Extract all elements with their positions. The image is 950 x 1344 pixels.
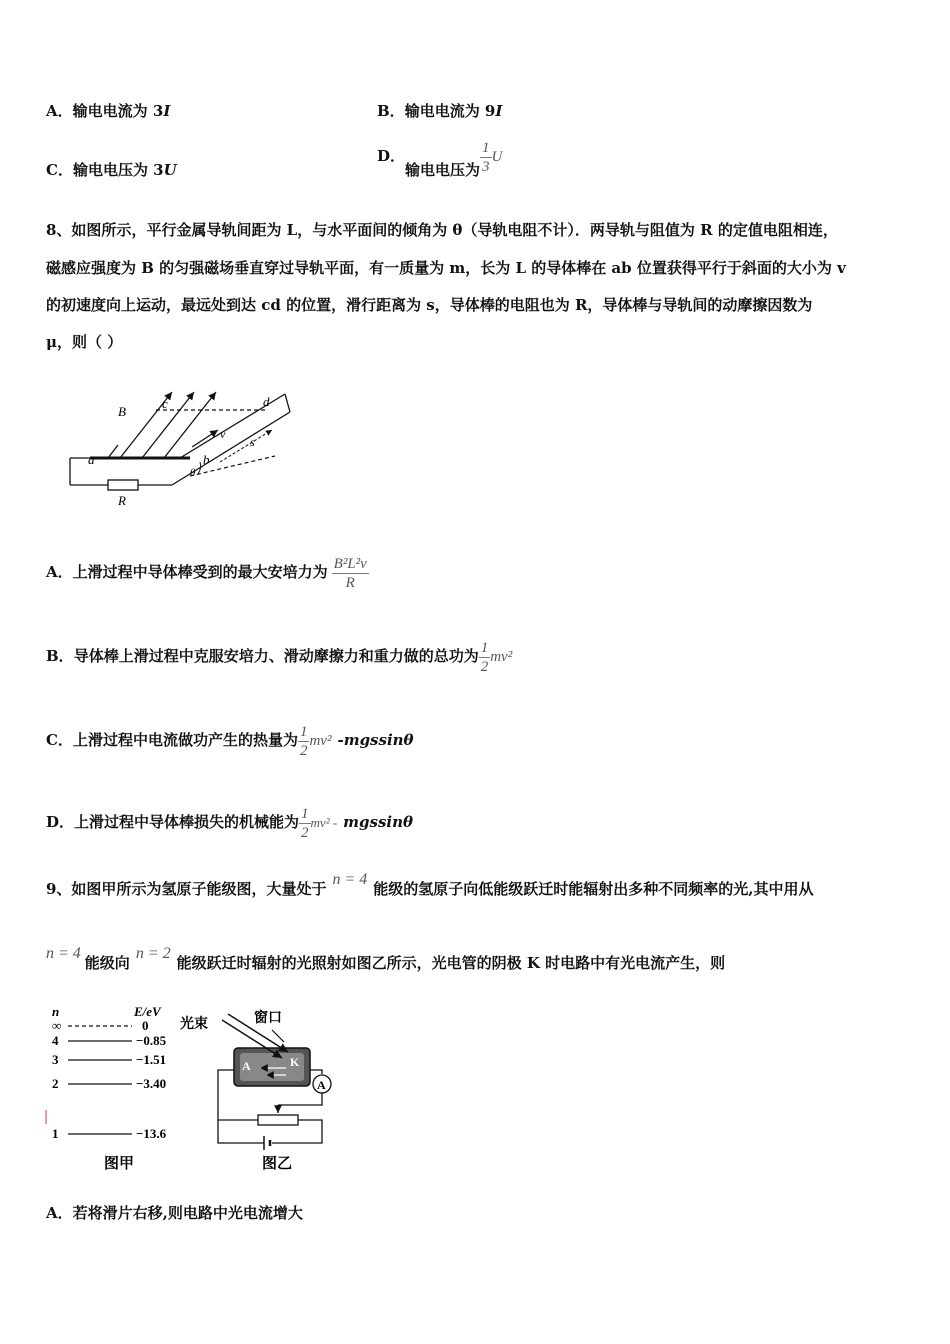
level-number: 3 — [52, 1052, 59, 1067]
option-label: A． — [46, 563, 73, 581]
option-text: 输电电压为 3 — [72, 161, 164, 179]
option-variable: U — [491, 149, 503, 165]
option-text: 上滑过程中电流做功产生的热量为 — [72, 731, 298, 749]
rheostat — [258, 1115, 298, 1125]
energy-value: −0.85 — [136, 1033, 167, 1048]
q9-stem-line-1: 9、如图甲所示为氢原子能级图，大量处于n = 4能级的氢原子向低能级跃迁时能辐射出多种不同频率的光,其中用从 — [46, 871, 814, 898]
q8-option-b: B．导体棒上滑过程中克服安培力、滑动摩擦力和重力做的总功为 $\frac{1}{2}$ mv² — [46, 639, 513, 675]
math-n2: n = 2 — [135, 945, 171, 962]
label-theta: θ — [190, 467, 196, 479]
fraction: $\frac{1}{2}$ — [480, 639, 489, 675]
label-anode: A — [242, 1059, 251, 1073]
math-n4: n = 4 — [332, 871, 368, 888]
energy-value: −13.6 — [136, 1126, 167, 1141]
q7-option-c — [46, 160, 177, 180]
option-variable: I — [495, 102, 503, 120]
label-b-field: B — [118, 404, 126, 419]
level-number: 1 — [52, 1126, 59, 1141]
q8-option-a — [46, 550, 369, 594]
q8-stem-line-3: 的初速度向上运动，最远处到达 cd 的位置，滑行距离为 s，导体棒的电阻也为 R，导体棒与导轨间的动摩擦因数为 — [46, 296, 813, 314]
distance-arrow — [220, 430, 272, 462]
option-variable: I — [163, 102, 171, 120]
option-label: B． — [377, 102, 405, 120]
level-number: 2 — [52, 1076, 59, 1091]
option-text: 输电电压为 — [405, 161, 481, 179]
level-number: ∞ — [52, 1018, 62, 1033]
q9-stem-line-2: n = 4能级向n = 2能级跃迁时辐射的光照射如图乙所示，光电管的阴极 K 时电路中有光电流产生，则 — [46, 945, 726, 972]
option-text: 若将滑片右移,则电路中光电流增大 — [72, 1204, 303, 1222]
fraction: $\frac{1}{2}$ — [301, 805, 309, 841]
ammeter-label: A — [317, 1078, 326, 1092]
photoelectric-circuit — [178, 1000, 338, 1175]
option-variable: U — [163, 161, 177, 179]
q8-stem-line-1: 8、如图所示，平行金属导轨间距为 L，与水平面间的倾角为 θ（导轨电阻不计）．两导轨与阻值为 R 的定值电阻相连， — [46, 221, 838, 239]
option-text: 上滑过程中导体棒损失的机械能为 — [74, 813, 300, 831]
energy-header: E/eV — [134, 1004, 161, 1019]
option-text: 导体棒上滑过程中克服安培力、滑动摩擦力和重力做的总功为 — [73, 647, 479, 665]
q8-stem-line-2: 磁感应强度为 B 的匀强磁场垂直穿过导轨平面，有一质量为 m，长为 L 的导体棒在 ab 位置获得平行于斜面的大小为 v — [46, 259, 846, 277]
label-cathode: K — [290, 1055, 300, 1069]
caption-figure-b: 图乙 — [262, 1156, 293, 1172]
option-label: D． — [46, 813, 75, 831]
n-header: n — [52, 1004, 60, 1019]
option-label: C． — [46, 731, 73, 749]
label-a: a — [88, 452, 95, 467]
label-c: c — [162, 396, 168, 411]
q8-stem-line-4: μ，则（ ） — [46, 333, 123, 351]
caption-figure-a: 图甲 — [104, 1156, 135, 1172]
b-field-arrow — [164, 392, 216, 458]
option-label: D． — [377, 147, 406, 165]
fraction: $\frac{1}{2}$ — [299, 723, 308, 759]
energy-value: −3.40 — [136, 1076, 167, 1091]
label-d: d — [263, 394, 270, 409]
fraction: $\frac{1}{3}$ — [482, 139, 490, 175]
resistor — [108, 480, 138, 490]
option-label: A． — [46, 102, 73, 120]
q7-option-d — [377, 138, 502, 188]
velocity-arrow — [192, 430, 218, 447]
q8-option-c: C．上滑过程中电流做功产生的热量为 $\frac{1}{2}$ mv² -mgssinθ — [46, 723, 414, 759]
label-s: s — [250, 435, 255, 449]
q8-incline-figure — [60, 372, 310, 512]
energy-value: 0 — [142, 1018, 149, 1033]
level-number: 4 — [52, 1033, 59, 1048]
option-label: A． — [46, 1204, 73, 1222]
fraction: $\frac{\text{B²L²v}}{R}$ — [333, 555, 367, 591]
energy-value: −1.51 — [136, 1052, 167, 1067]
hydrogen-energy-level-diagram — [44, 1000, 194, 1175]
option-label: B． — [46, 647, 74, 665]
option-text: 上滑过程中导体棒受到的最大安培力为 — [72, 563, 328, 581]
q7-option-a — [46, 101, 170, 121]
label-r: R — [118, 493, 126, 508]
q7-option-b — [377, 101, 502, 121]
q8-option-d: D．上滑过程中导体棒损失的机械能为 $\frac{1}{2}$ mv² - mgssinθ — [46, 805, 414, 841]
math-n4: n = 4 — [46, 945, 81, 962]
option-text: 输电电流为 9 — [404, 102, 496, 120]
option-label: C． — [46, 161, 73, 179]
label-window: 窗口 — [254, 1011, 282, 1026]
b-field-arrow — [142, 392, 194, 458]
label-b: b — [203, 452, 210, 467]
label-light-beam: 光束 — [180, 1017, 208, 1032]
label-v: v — [220, 427, 226, 441]
q9-option-a — [46, 1203, 303, 1223]
option-text: 输电电流为 3 — [72, 102, 164, 120]
